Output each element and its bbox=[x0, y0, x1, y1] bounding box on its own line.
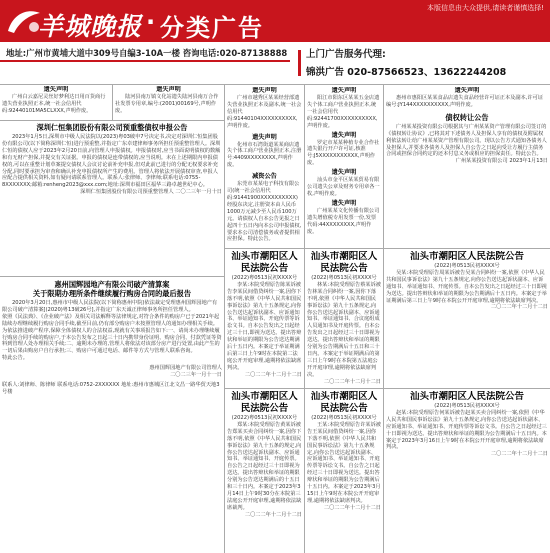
notice-body: 汕头市金平区某某贸易有限公司遗失公章及财务专用章各一枚,声明作废。 bbox=[307, 177, 380, 197]
notice-contact: 联系人:刘律师、陈律师 联系电话:0752-2XXXXXX 地址:惠州市惠城区江北文昌一路华贸天地3号楼 bbox=[2, 381, 220, 395]
notice-title: 遗失声明 bbox=[331, 87, 357, 94]
notice-signature: 深圳仁恒集团股份有限公司预重整管理人 二〇二三年一月十日 bbox=[80, 189, 222, 196]
notice-title: 遗失声明 bbox=[331, 169, 357, 177]
notice-date: 二〇二二年十二月十二日 bbox=[323, 504, 381, 511]
notice-title: 遗失声明 bbox=[252, 87, 277, 94]
divider bbox=[224, 84, 225, 553]
notice-box bbox=[115, 86, 222, 120]
notice-date: 二〇二三年一月十一日 bbox=[170, 372, 222, 379]
bankruptcy-report bbox=[2, 280, 222, 552]
notice-title: 遗失声明 bbox=[331, 199, 357, 207]
notice-body: 广州市越秀区某某经营部遗失营业执照正本及副本,统一社会信用代码:91440104XXXXXXXXXX,声明作废。 bbox=[227, 95, 302, 129]
case-number: (2022)粤0513民初XXXX号 bbox=[434, 263, 500, 269]
court-notice-title: 汕头市潮阳区人民法院公告 bbox=[310, 251, 378, 274]
court-notice-title: 汕头市潮阳区人民法院公告 bbox=[409, 391, 524, 402]
section-title: 分类广告 bbox=[160, 14, 264, 42]
divider bbox=[224, 248, 550, 249]
notice-title: 遗失声明 bbox=[331, 131, 357, 139]
address-bar: 地址:广州市黄埔大道中309号自编3-10A一楼 咨询电话:020-87138888 bbox=[0, 42, 290, 62]
court-notice bbox=[227, 251, 302, 387]
disclaimer-note: 本版信息由大众提供,请读者谨慎选择! bbox=[426, 4, 544, 12]
notice-body: 广州某某投资有限公司根据其与广州某某资产管理有限公司签订的《债权转让协议》,已将其对下述债务人及担保人享有的债权及附属权利依法转让给广州某某资产管理有限公司。现以公告方式通知各债务人及担保人,并要求各债务人及担保人自公告之日起向受让方履行主债务合同或担保合同约定的还本付息义务或相应的担保责任。特此公告。 bbox=[386, 123, 547, 158]
court-notice bbox=[227, 391, 302, 551]
brand-name: 羊城晚报 bbox=[38, 12, 143, 41]
court-notice bbox=[386, 391, 548, 551]
notice-body: 吴某:本院受理原告周某诉被告吴某合同纠纷一案,依照《中华人民共和国民事诉讼法》第九十五条规定,向你公告送达起诉状副本、应诉通知书、举证通知书、开庭传票。自本公告发出之日起经过三十日即视为送达。提出答辩状和举证的期限为公告期满后十五日内。本案定于举证期满后第三日上午9时在本院公开开庭审理,逾期将依法缺席判决。 bbox=[386, 269, 547, 304]
notice-subtitle: 关于限期办理所条件继续履行购房合同的最后报告 bbox=[32, 289, 192, 298]
notice-title: 遗失声明 bbox=[454, 87, 480, 94]
court-notice bbox=[307, 391, 381, 551]
notice-title: 遗失声明 bbox=[252, 133, 277, 141]
notice-title: 遗失声明 bbox=[43, 86, 69, 93]
divider bbox=[224, 388, 550, 389]
notice-body: 李某:本院受理原告陈某诉被告李某民间借贷纠纷一案,因你下落不明,依照《中华人民共和国民事诉讼法》第九十五条规定,向你公告送达起诉状副本、应诉通知书、举证通知书、开庭传票等诉讼文书。自本公告发出之日起经过三十日,即视为送达。提出答辩状和举证的期限为公告送达期满后十五日内。本案定于举证期满后第三日上午9时在本院第二法庭公开开庭审理,逾期将依法缺席判决。 bbox=[227, 281, 302, 371]
notice-group bbox=[227, 87, 302, 247]
notice-body: 化州市石湾街道某某商店遗失个体工商户营业执照正本,注册号:4409XXXXXXXX,声明作废。 bbox=[227, 141, 302, 169]
notice-body: 林某:本院受理原告蔡某诉被告林某合同纠纷一案,因你下落不明,依照《中华人民共和国民事诉讼法》第九十五条规定,向你公告送达起诉状副本、应诉通知书、举证通知书、合议庭组成人员通知书及开庭传票。自本公告发出之日起经过三十日即视为送达。提出答辩状和举证的期限分别为公告期满后十五日和三十日内。本案定于举证期满后的第三日上午9时在本院第五法庭公开开庭审理,逾期将依法缺席判决。 bbox=[307, 281, 381, 378]
case-number: (2022)粤0513民初XXXX号 bbox=[311, 275, 377, 281]
notice-body: 阳江市阳东区某某五金店遗失个体工商户营业执照正本,统一社会信用代码:92441700XXXXXXXXXX,声明作废。 bbox=[307, 95, 380, 129]
case-number: (2022)粤0513民初XXXX号 bbox=[311, 415, 377, 421]
notice-date: 二〇二二年十二月十二日 bbox=[323, 378, 381, 385]
court-notice-title: 汕头市潮阳区人民法院公告 bbox=[310, 391, 378, 414]
pre-reorg-notice bbox=[2, 123, 222, 275]
case-number: (2022)粤0513民初XXXX号 bbox=[231, 275, 298, 281]
notice-title: 减资公告 bbox=[252, 173, 277, 181]
notice-box bbox=[2, 86, 110, 120]
notice-body: 惠州市惠阳区某某食品店遗失食品经营许可证正本及副本,许可证编号:JY144XXXXXXXXXX,声明作废。 bbox=[386, 95, 543, 108]
notice-title: 深圳仁恒集团股份有限公司预重整债权申报公告 bbox=[36, 123, 188, 132]
notice-body: 郑某:本院受理原告黄某诉被告郑某买卖合同纠纷一案,因你下落不明,依照《中华人民共和国民事诉讼法》第九十五条的规定,向你公告送达起诉状副本、应诉通知书、举证通知书、开庭传票。自公告之日起经过三十日即视为送达。提出答辩状和举证的期限分别为公告送达期满后的十五日和三十日内。本案定于2023年3月14日上午9时30分在本院第三法庭公开开庭审理,逾期将依法缺席裁判。 bbox=[227, 421, 302, 511]
notice-date: 二〇二二年十二月十二日 bbox=[244, 511, 302, 518]
notice-date: 二〇二二年十二月十二日 bbox=[490, 451, 548, 458]
divider bbox=[304, 84, 305, 553]
notice-signature: 惠州国辉园地产有限公司管理人 bbox=[149, 365, 222, 372]
notice-signature: 广州某某投资有限公司 2023年1月13日 bbox=[455, 158, 548, 165]
masthead bbox=[0, 0, 550, 42]
notice-body: 罗定市某某种植专业合作社遗失银行开户许可证,核准号:J5XXXXXXXXXXX,声明作废。 bbox=[307, 139, 380, 167]
court-notice-title: 汕头市潮阳区人民法院公告 bbox=[409, 251, 524, 262]
notice-title: 遗失声明 bbox=[156, 86, 181, 93]
court-notice-title: 汕头市潮阳区人民法院公告 bbox=[231, 251, 298, 274]
notice-body: 东莞市某某电子科技有限公司(统一社会信用代码:91441900XXXXXXXXXX)经股东决定,注册资本由人民币1000万元减少至人民币100万元。请债权人自本公告见报之日起四十五日内向本公司申报债权,要求本公司清偿债务或者提供相应担保。特此公告。 bbox=[227, 181, 302, 243]
court-notice bbox=[307, 251, 381, 387]
divider bbox=[383, 84, 384, 553]
case-number: (2022)粤0513民初XXXX号 bbox=[434, 403, 500, 409]
notice-body: 陆河县南万镇文化站遗失陆河县南万合作社发票专用章,编号:(2001)00169号,声明作废。 bbox=[115, 94, 219, 114]
notice-body: 王某:本院受理原告许某诉被告王某民间借贷纠纷一案,因你下落不明,依照《中华人民共和国民事诉讼法》第九十五条规定,向你公告送达起诉状副本、应诉通知书、举证通知书、开庭传票等诉讼文书。自公告之日起经过三十日即视为送达。提出答辩状和举证的期限为公告期满后十五日内。本案定于2023年3月15日上午9时在本院公开开庭审理,逾期将依法缺席判决。 bbox=[307, 421, 381, 504]
notice-title: 债权转让公告 bbox=[445, 112, 489, 122]
notice-group bbox=[307, 87, 381, 247]
notice-body: 2023年1月5日,深圳市中级人民法院以(2023)粤03破申7号决定书,决定对深圳仁恒集团股份有限公司(以下简称深圳仁恒)进行预重整,并指定广东卓建律师事务所担任预重整管理人。深圳仁恒的债权人应于2023年2月20日前,向管理人申报债权。申报债权时,应当书面说明债权的数额和有无财产担保,并提交有关证据。申报的债权是连带债权的,应当说明。未在上述期限内申报债权的,可以在重整计划草案提交债权人会议讨论前补充申报,但对此前已进行的分配无权要求补充分配,同时要承担为审查和确认补充申报债权所产生的费用。管理人将依法开展债权审查,申报人应配合提供相关资料,如有疑问请联系管理人。联系人:张律师、李律师;联系电话:0755-8XXXXXXX;邮箱:renheng2023@xxx.com;地址:深圳市福田区福华三路卓越世纪中心。 bbox=[2, 134, 221, 189]
notice-body: 广州白云嘉尼灵丝好梦利达日用百货商行遗失营业执照正本,统一社会信用代码:92440101MA5CLXXX,声明作废。 bbox=[2, 94, 106, 114]
notice-body: 赵某:本院受理原告何某诉被告赵某买卖合同纠纷一案,依照《中华人民共和国民事诉讼法》第九十五条规定,向你公告送达起诉状副本、应诉通知书、举证通知书、开庭传票等诉讼文书。自公告之日起经过三十日即视为送达。提出答辩状和举证的期限为公告期满后十五日内。本案定于2023年3月16日上午9时在本院公开开庭审理,逾期将依法缺席判决。 bbox=[386, 409, 547, 451]
notice-group bbox=[386, 87, 548, 247]
notice-date: 二〇二二年十二月十二日 bbox=[490, 304, 548, 311]
notice-body: 广州某某文化传播有限公司遗失增值税专用发票一份,发票代码:44XXXXXXXX,声明作废。 bbox=[307, 207, 380, 235]
notice-date: 二〇二二年十二月十二日 bbox=[244, 371, 302, 378]
agent-title: 上门广告服务代理: bbox=[306, 49, 386, 60]
divider bbox=[112, 84, 113, 120]
divider bbox=[0, 84, 550, 85]
court-notice bbox=[386, 251, 548, 387]
divider bbox=[0, 276, 224, 277]
notice-body: 2020年3月20日,惠州市中级人民法院(以下简称惠州中院)依法裁定受理惠州国辉园地产有限公司破产清算案[(2020)粤13破26号],并指定广东天诚正律师事务所担任管理人。 依照《民法典》、《企业破产法》及相关司法解释等法律规定,对符合条件的购房户已于2021年起陆续办理继续履行购房合同手续,截至目前,仍有部分购房户未按照管理人的通知办理相关手续。为依法推进破产程序,保障全体债权人的合法权益,现就有关事项报告如下:一、请尚未办理继续履行购房合同手续的购房户,于本公告发布之日起三十日内携带身份证明、购房合同、付款凭证等资料到管理人处办理相关手续;二、逾期未办理的,管理人将依法对该部分房产进行处置,由此产生的一切后果由购房户自行承担;三、购房户可通过电话、邮件等方式与管理人联系咨询。 特此公告。 bbox=[2, 300, 222, 362]
brand-separator: · bbox=[146, 8, 156, 36]
court-notice-title: 汕头市潮阳区人民法院公告 bbox=[231, 391, 298, 414]
divider bbox=[0, 120, 224, 121]
case-number: (2022)粤0513民初XXXX号 bbox=[231, 415, 298, 421]
agent-line: 锦洪广告 020-87566523、13622244208 bbox=[306, 67, 507, 78]
notice-title: 惠州国辉园地产有限公司破产清算案 bbox=[54, 280, 170, 289]
